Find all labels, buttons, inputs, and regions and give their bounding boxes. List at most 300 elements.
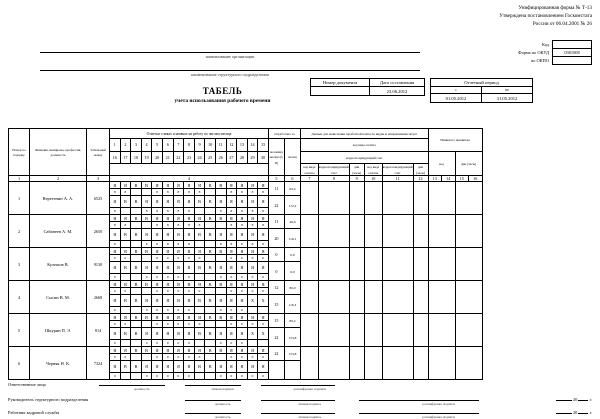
day-mark[interactable]: Я <box>247 182 258 189</box>
day-mark[interactable]: Я <box>162 229 173 241</box>
pay-code-1[interactable] <box>300 347 318 380</box>
day-hours[interactable]: 8 <box>173 189 184 196</box>
corr-account-2[interactable] <box>382 281 413 314</box>
day-hours[interactable]: 8 <box>184 222 195 229</box>
table-row[interactable] <box>9 281 483 288</box>
day-mark[interactable]: Я <box>194 347 205 354</box>
table-row[interactable] <box>9 182 483 189</box>
day-hours[interactable] <box>141 255 152 262</box>
day-mark[interactable]: В <box>131 281 142 288</box>
day-mark[interactable]: В <box>194 229 205 241</box>
day-hours[interactable] <box>258 340 269 347</box>
day-hours[interactable] <box>247 307 258 314</box>
day-mark[interactable]: В <box>205 182 216 189</box>
day-mark[interactable]: Я <box>162 248 173 255</box>
day-mark[interactable]: В <box>131 361 142 373</box>
day-mark[interactable]: Я <box>247 347 258 354</box>
day-hours[interactable]: 0 <box>152 354 163 361</box>
day-mark[interactable]: В <box>215 347 226 354</box>
corr-account-2[interactable] <box>382 314 413 347</box>
absence-code[interactable] <box>428 347 455 380</box>
day-hours[interactable] <box>131 241 142 248</box>
day-hours[interactable]: 0 <box>247 255 258 262</box>
day-hours[interactable] <box>247 340 258 347</box>
day-hours[interactable]: 0 <box>110 307 121 314</box>
day-hours[interactable] <box>141 321 152 328</box>
pay-code-2[interactable] <box>364 314 382 347</box>
day-hours[interactable]: 0 <box>162 340 173 347</box>
corr-account-1[interactable] <box>318 281 349 314</box>
day-mark[interactable]: Я <box>184 361 195 373</box>
day-hours[interactable]: 0 <box>237 340 248 347</box>
day-hours[interactable]: 8 <box>120 189 131 196</box>
day-hours[interactable] <box>120 373 131 380</box>
day-hours[interactable] <box>120 307 131 314</box>
day-mark[interactable]: Я <box>237 215 248 222</box>
day-mark[interactable]: Я <box>226 281 237 288</box>
day-hours[interactable]: 0 <box>152 340 163 347</box>
day-mark[interactable]: В <box>131 328 142 340</box>
day-hours[interactable] <box>215 321 226 328</box>
absence-days[interactable] <box>455 215 482 248</box>
day-mark[interactable]: Я <box>162 215 173 222</box>
day-hours[interactable]: 8 <box>237 189 248 196</box>
day-mark[interactable]: В <box>120 229 131 241</box>
day-mark[interactable]: Я <box>184 347 195 354</box>
day-hours[interactable]: 0 <box>247 321 258 328</box>
day-hours[interactable]: 0 <box>237 354 248 361</box>
day-hours[interactable]: 8 <box>237 222 248 229</box>
day-hours[interactable]: 8 <box>184 241 195 248</box>
day-hours[interactable]: 0 <box>226 321 237 328</box>
day-hours[interactable]: 0 <box>120 321 131 328</box>
day-mark[interactable]: В <box>215 281 226 288</box>
day-mark[interactable]: Я <box>152 229 163 241</box>
day-mark[interactable]: В <box>194 262 205 274</box>
pay-days-2[interactable] <box>413 182 428 215</box>
day-hours[interactable] <box>194 340 205 347</box>
day-hours[interactable]: 8 <box>247 189 258 196</box>
day-hours[interactable]: 0 <box>110 274 121 281</box>
day-mark[interactable]: Я <box>226 248 237 255</box>
day-hours[interactable]: 8 <box>162 189 173 196</box>
day-hours[interactable]: 8 <box>120 222 131 229</box>
day-hours[interactable]: 0 <box>184 321 195 328</box>
day-mark[interactable]: Я <box>141 328 152 340</box>
day-mark[interactable]: Я <box>258 262 269 274</box>
day-hours[interactable]: 8 <box>226 208 237 215</box>
day-hours[interactable] <box>194 307 205 314</box>
day-hours[interactable]: 0 <box>258 274 269 281</box>
absence-code[interactable] <box>428 314 455 347</box>
day-hours[interactable]: 0 <box>152 288 163 295</box>
day-mark[interactable]: В <box>120 196 131 208</box>
day-hours[interactable]: 8 <box>162 222 173 229</box>
day-hours[interactable]: 0 <box>247 288 258 295</box>
day-mark[interactable]: Я <box>215 262 226 274</box>
day-mark[interactable]: Я <box>226 328 237 340</box>
day-hours[interactable]: 0 <box>184 274 195 281</box>
day-mark[interactable]: В <box>120 262 131 274</box>
day-mark[interactable]: Я <box>237 347 248 354</box>
pay-code-1[interactable] <box>300 314 318 347</box>
day-mark[interactable]: Я <box>152 281 163 288</box>
day-hours[interactable] <box>131 373 142 380</box>
day-hours[interactable]: 0 <box>152 274 163 281</box>
day-mark[interactable]: Я <box>110 361 121 373</box>
day-mark[interactable]: Я <box>152 295 163 307</box>
day-hours[interactable] <box>205 373 216 380</box>
day-hours[interactable]: 0 <box>194 288 205 295</box>
day-hours[interactable]: 0 <box>110 255 121 262</box>
day-mark[interactable]: Я <box>237 361 248 373</box>
pay-code-2[interactable] <box>364 347 382 380</box>
day-hours[interactable] <box>205 255 216 262</box>
day-mark[interactable]: Я <box>110 196 121 208</box>
day-mark[interactable]: Я <box>237 295 248 307</box>
day-mark[interactable]: Я <box>141 361 152 373</box>
day-mark[interactable]: Я <box>247 229 258 241</box>
corr-account-1[interactable] <box>318 248 349 281</box>
day-mark[interactable]: Я <box>215 361 226 373</box>
day-mark[interactable]: Я <box>226 182 237 189</box>
day-mark[interactable]: Я <box>173 248 184 255</box>
day-hours[interactable]: 8 <box>110 241 121 248</box>
day-hours[interactable] <box>205 189 216 196</box>
day-hours[interactable]: 0 <box>120 288 131 295</box>
day-hours[interactable] <box>215 255 226 262</box>
day-hours[interactable] <box>131 288 142 295</box>
day-mark[interactable]: Я <box>141 295 152 307</box>
day-hours[interactable]: 8 <box>226 189 237 196</box>
day-hours[interactable]: 0 <box>258 255 269 262</box>
day-hours[interactable]: 8 <box>162 241 173 248</box>
day-hours[interactable]: 0 <box>173 340 184 347</box>
day-mark[interactable]: Я <box>162 295 173 307</box>
day-mark[interactable]: Я <box>110 281 121 288</box>
day-mark[interactable]: Я <box>110 347 121 354</box>
day-mark[interactable]: Я <box>247 262 258 274</box>
day-hours[interactable] <box>131 255 142 262</box>
day-mark[interactable]: Я <box>226 215 237 222</box>
day-mark[interactable]: Я <box>184 262 195 274</box>
day-hours[interactable] <box>215 288 226 295</box>
absence-code[interactable] <box>428 248 455 281</box>
pay-days-1[interactable] <box>349 182 364 215</box>
day-mark[interactable]: Я <box>141 229 152 241</box>
day-hours[interactable]: 0 <box>237 373 248 380</box>
day-hours[interactable] <box>141 189 152 196</box>
day-hours[interactable] <box>205 222 216 229</box>
day-mark[interactable]: Я <box>173 361 184 373</box>
day-hours[interactable]: 0 <box>110 354 121 361</box>
day-mark[interactable]: Я <box>258 248 269 255</box>
corr-account-2[interactable] <box>382 248 413 281</box>
day-mark[interactable]: Я <box>184 328 195 340</box>
day-mark[interactable]: В <box>205 314 216 321</box>
day-hours[interactable]: 0 <box>173 373 184 380</box>
day-hours[interactable]: 0 <box>141 373 152 380</box>
day-hours[interactable]: 8 <box>141 208 152 215</box>
day-mark[interactable]: Я <box>152 347 163 354</box>
day-hours[interactable]: 8 <box>110 222 121 229</box>
day-hours[interactable]: 8 <box>141 241 152 248</box>
day-hours[interactable]: 0 <box>173 288 184 295</box>
pay-days-1[interactable] <box>349 281 364 314</box>
day-mark[interactable]: Я <box>173 182 184 189</box>
day-mark[interactable]: Я <box>258 314 269 321</box>
pay-code-1[interactable] <box>300 215 318 248</box>
day-mark[interactable]: В <box>194 196 205 208</box>
day-hours[interactable]: 0 <box>184 307 195 314</box>
day-mark[interactable]: В <box>194 328 205 340</box>
pay-code-2[interactable] <box>364 281 382 314</box>
day-mark[interactable]: Х <box>247 295 258 307</box>
day-mark[interactable]: В <box>120 328 131 340</box>
day-hours[interactable]: 8 <box>162 208 173 215</box>
corr-account-1[interactable] <box>318 347 349 380</box>
day-hours[interactable]: 8 <box>258 222 269 229</box>
day-hours[interactable]: 0 <box>162 354 173 361</box>
corr-account-1[interactable] <box>318 182 349 215</box>
day-mark[interactable]: Я <box>215 196 226 208</box>
day-mark[interactable]: Я <box>152 196 163 208</box>
day-mark[interactable]: Я <box>173 295 184 307</box>
day-mark[interactable]: Я <box>237 229 248 241</box>
day-mark[interactable]: В <box>131 215 142 222</box>
day-hours[interactable]: 0 <box>247 274 258 281</box>
day-hours[interactable]: 8 <box>184 189 195 196</box>
day-mark[interactable]: Я <box>173 347 184 354</box>
pay-days-2[interactable] <box>413 347 428 380</box>
day-hours[interactable] <box>141 222 152 229</box>
day-mark[interactable]: Я <box>120 248 131 255</box>
corr-account-2[interactable] <box>382 215 413 248</box>
table-row[interactable] <box>9 314 483 321</box>
day-hours[interactable] <box>120 274 131 281</box>
day-hours[interactable]: 8 <box>237 241 248 248</box>
day-mark[interactable]: Я <box>194 314 205 321</box>
day-hours[interactable]: 8 <box>215 208 226 215</box>
day-hours[interactable]: 0 <box>110 288 121 295</box>
day-mark[interactable]: Я <box>226 196 237 208</box>
day-mark[interactable]: Я <box>237 196 248 208</box>
day-hours[interactable]: 8 <box>110 208 121 215</box>
day-mark[interactable]: Я <box>184 182 195 189</box>
day-mark[interactable]: Я <box>226 347 237 354</box>
day-hours[interactable] <box>205 354 216 361</box>
day-mark[interactable]: Я <box>215 328 226 340</box>
day-mark[interactable]: Я <box>258 281 269 288</box>
day-mark[interactable]: Я <box>152 182 163 189</box>
day-hours[interactable]: 0 <box>110 321 121 328</box>
day-mark[interactable]: В <box>205 248 216 255</box>
day-mark[interactable]: Я <box>215 295 226 307</box>
day-hours[interactable]: 0 <box>194 255 205 262</box>
day-mark[interactable]: Я <box>226 361 237 373</box>
day-hours[interactable] <box>205 208 216 215</box>
day-mark[interactable]: В <box>141 347 152 354</box>
day-mark[interactable]: Я <box>237 328 248 340</box>
day-mark[interactable]: Я <box>258 347 269 354</box>
day-hours[interactable] <box>205 288 216 295</box>
absence-days[interactable] <box>455 347 482 380</box>
corr-account-1[interactable] <box>318 215 349 248</box>
day-hours[interactable]: 0 <box>162 255 173 262</box>
day-hours[interactable] <box>120 340 131 347</box>
day-hours[interactable] <box>215 222 226 229</box>
day-hours[interactable]: 8 <box>194 189 205 196</box>
day-mark[interactable]: Я <box>258 182 269 189</box>
day-hours[interactable]: 8 <box>226 241 237 248</box>
day-mark[interactable]: Я <box>162 196 173 208</box>
day-mark[interactable]: Я <box>184 196 195 208</box>
absence-code[interactable] <box>428 281 455 314</box>
day-mark[interactable]: Я <box>173 314 184 321</box>
day-hours[interactable]: 0 <box>173 354 184 361</box>
day-hours[interactable]: 0 <box>215 274 226 281</box>
day-mark[interactable]: Я <box>194 248 205 255</box>
day-mark[interactable]: Я <box>173 196 184 208</box>
day-hours[interactable]: 0 <box>141 340 152 347</box>
day-mark[interactable]: Я <box>237 248 248 255</box>
day-hours[interactable]: 0 <box>152 321 163 328</box>
day-hours[interactable] <box>131 321 142 328</box>
corr-account-2[interactable] <box>382 347 413 380</box>
absence-days[interactable] <box>455 314 482 347</box>
day-hours[interactable]: 8 <box>152 222 163 229</box>
pay-code-2[interactable] <box>364 248 382 281</box>
day-hours[interactable]: 0 <box>258 321 269 328</box>
day-hours[interactable]: 0 <box>152 255 163 262</box>
pay-days-2[interactable] <box>413 215 428 248</box>
day-mark[interactable]: Я <box>226 229 237 241</box>
day-hours[interactable] <box>205 321 216 328</box>
day-hours[interactable]: 8 <box>110 189 121 196</box>
day-mark[interactable]: В <box>131 229 142 241</box>
day-mark[interactable]: В <box>131 182 142 189</box>
day-mark[interactable]: В <box>205 328 216 340</box>
day-mark[interactable]: В <box>215 248 226 255</box>
day-hours[interactable] <box>131 340 142 347</box>
day-mark[interactable]: Я <box>184 314 195 321</box>
day-hours[interactable] <box>194 241 205 248</box>
day-mark[interactable]: Я <box>258 229 269 241</box>
day-hours[interactable]: 0 <box>215 307 226 314</box>
day-mark[interactable]: Я <box>152 215 163 222</box>
day-mark[interactable]: Я <box>110 262 121 274</box>
day-mark[interactable]: Я <box>226 314 237 321</box>
day-mark[interactable]: Я <box>237 314 248 321</box>
day-hours[interactable] <box>131 189 142 196</box>
day-hours[interactable] <box>194 274 205 281</box>
day-mark[interactable]: В <box>131 347 142 354</box>
day-hours[interactable]: 8 <box>258 208 269 215</box>
day-mark[interactable]: Я <box>173 328 184 340</box>
day-hours[interactable]: 0 <box>226 274 237 281</box>
day-mark[interactable]: Я <box>152 248 163 255</box>
day-mark[interactable]: В <box>141 248 152 255</box>
day-hours[interactable]: 8 <box>173 241 184 248</box>
day-hours[interactable]: 0 <box>120 354 131 361</box>
day-mark[interactable]: Х <box>258 295 269 307</box>
corr-account-1[interactable] <box>318 314 349 347</box>
day-mark[interactable]: В <box>141 314 152 321</box>
day-mark[interactable]: В <box>205 215 216 222</box>
day-mark[interactable]: В <box>141 281 152 288</box>
day-mark[interactable]: Я <box>247 314 258 321</box>
day-hours[interactable]: 8 <box>152 241 163 248</box>
pay-days-2[interactable] <box>413 248 428 281</box>
day-hours[interactable]: 8 <box>258 189 269 196</box>
day-hours[interactable]: 0 <box>215 340 226 347</box>
day-hours[interactable]: 0 <box>247 373 258 380</box>
day-mark[interactable]: Я <box>141 196 152 208</box>
day-hours[interactable]: 0 <box>184 373 195 380</box>
day-mark[interactable]: Я <box>110 295 121 307</box>
day-hours[interactable]: 0 <box>173 321 184 328</box>
day-mark[interactable]: Я <box>141 262 152 274</box>
day-mark[interactable]: В <box>205 347 216 354</box>
day-hours[interactable]: 0 <box>184 340 195 347</box>
day-mark[interactable]: Я <box>215 229 226 241</box>
day-mark[interactable]: Я <box>258 361 269 373</box>
day-hours[interactable]: 0 <box>141 274 152 281</box>
day-hours[interactable]: 0 <box>247 354 258 361</box>
day-mark[interactable]: Я <box>110 229 121 241</box>
absence-code[interactable] <box>428 182 455 215</box>
day-mark[interactable]: В <box>205 281 216 288</box>
day-hours[interactable]: 8 <box>173 222 184 229</box>
day-hours[interactable]: 0 <box>226 354 237 361</box>
day-mark[interactable]: В <box>131 295 142 307</box>
pay-days-1[interactable] <box>349 314 364 347</box>
pay-code-1[interactable] <box>300 182 318 215</box>
day-hours[interactable] <box>215 354 226 361</box>
day-hours[interactable] <box>194 373 205 380</box>
day-hours[interactable] <box>131 208 142 215</box>
day-hours[interactable]: 0 <box>162 321 173 328</box>
day-mark[interactable]: Я <box>184 281 195 288</box>
day-hours[interactable] <box>131 222 142 229</box>
day-mark[interactable]: Я <box>184 248 195 255</box>
day-mark[interactable]: В <box>205 295 216 307</box>
day-hours[interactable]: 8 <box>258 241 269 248</box>
day-hours[interactable]: 0 <box>162 373 173 380</box>
day-hours[interactable]: 0 <box>162 288 173 295</box>
day-mark[interactable]: Я <box>237 281 248 288</box>
day-mark[interactable]: Я <box>247 248 258 255</box>
day-hours[interactable]: 0 <box>237 255 248 262</box>
day-mark[interactable]: Я <box>173 262 184 274</box>
day-hours[interactable]: 8 <box>247 241 258 248</box>
absence-days[interactable] <box>455 281 482 314</box>
day-hours[interactable] <box>120 241 131 248</box>
day-hours[interactable] <box>205 241 216 248</box>
day-hours[interactable]: 0 <box>173 255 184 262</box>
day-mark[interactable]: Я <box>226 262 237 274</box>
day-hours[interactable] <box>141 288 152 295</box>
day-mark[interactable]: В <box>194 295 205 307</box>
day-hours[interactable] <box>205 340 216 347</box>
day-mark[interactable]: Я <box>162 347 173 354</box>
day-hours[interactable]: 0 <box>226 340 237 347</box>
day-mark[interactable]: Я <box>258 215 269 222</box>
day-mark[interactable]: Я <box>184 215 195 222</box>
pay-code-1[interactable] <box>300 281 318 314</box>
absence-days[interactable] <box>455 248 482 281</box>
day-mark[interactable]: В <box>141 182 152 189</box>
